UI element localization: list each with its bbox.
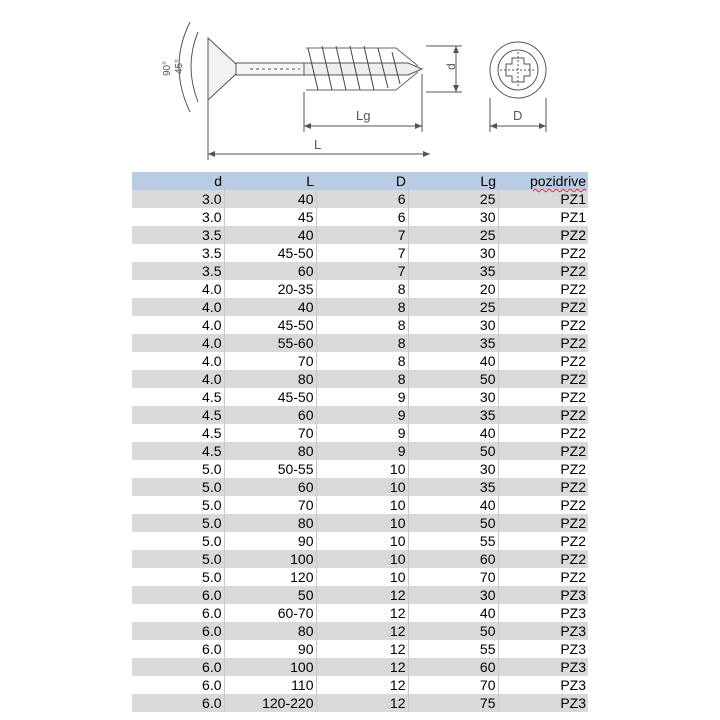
cell-head-d: 10 — [316, 514, 408, 532]
cell-l: 45-50 — [224, 316, 316, 334]
cell-l: 55-60 — [224, 334, 316, 352]
angle-outer-label: 90° — [162, 60, 173, 76]
cell-head-d: 12 — [316, 604, 408, 622]
cell-l: 60 — [224, 406, 316, 424]
header-lg: Lg — [408, 172, 498, 190]
table-row — [132, 550, 588, 568]
cell-l: 20-35 — [224, 280, 316, 298]
cell-drive: PZ2 — [498, 262, 588, 280]
cell-l: 40 — [224, 226, 316, 244]
cell-lg: 60 — [408, 550, 498, 568]
cell-l: 120-220 — [224, 694, 316, 712]
cell-d: 6.0 — [132, 658, 224, 676]
screw-spec-table — [132, 172, 588, 712]
cell-drive: PZ2 — [498, 388, 588, 406]
cell-lg: 30 — [408, 586, 498, 604]
table-row — [132, 532, 588, 550]
cell-drive: PZ2 — [498, 298, 588, 316]
cell-head-d: 6 — [316, 190, 408, 208]
cell-l: 70 — [224, 352, 316, 370]
cell-l: 110 — [224, 676, 316, 694]
cell-drive: PZ3 — [498, 586, 588, 604]
cell-l: 100 — [224, 550, 316, 568]
cell-d: 6.0 — [132, 604, 224, 622]
cell-drive: PZ2 — [498, 280, 588, 298]
cell-head-d: 10 — [316, 550, 408, 568]
cell-head-d: 7 — [316, 226, 408, 244]
cell-l: 80 — [224, 514, 316, 532]
cell-head-d: 8 — [316, 370, 408, 388]
cell-head-d: 8 — [316, 298, 408, 316]
cell-head-d: 6 — [316, 208, 408, 226]
cell-l: 100 — [224, 658, 316, 676]
cell-d: 5.0 — [132, 460, 224, 478]
cell-d: 3.0 — [132, 190, 224, 208]
angle-inner-label: 45° — [174, 58, 185, 74]
cell-lg: 50 — [408, 622, 498, 640]
header-l: L — [224, 172, 316, 190]
cell-head-d: 12 — [316, 694, 408, 712]
cell-head-d: 8 — [316, 334, 408, 352]
cell-d: 4.5 — [132, 388, 224, 406]
cell-l: 40 — [224, 298, 316, 316]
table-row — [132, 190, 588, 208]
cell-head-d: 8 — [316, 280, 408, 298]
cell-drive: PZ2 — [498, 334, 588, 352]
table-row — [132, 676, 588, 694]
cell-drive: PZ3 — [498, 676, 588, 694]
cell-lg: 55 — [408, 640, 498, 658]
cell-lg: 50 — [408, 370, 498, 388]
cell-l: 50-55 — [224, 460, 316, 478]
cell-d: 4.0 — [132, 370, 224, 388]
cell-drive: PZ2 — [498, 550, 588, 568]
cell-drive: PZ2 — [498, 568, 588, 586]
table-row — [132, 388, 588, 406]
cell-lg: 70 — [408, 676, 498, 694]
cell-l: 80 — [224, 442, 316, 460]
table-row — [132, 514, 588, 532]
cell-d: 4.0 — [132, 334, 224, 352]
cell-head-d: 10 — [316, 532, 408, 550]
cell-l: 60-70 — [224, 604, 316, 622]
cell-l: 45-50 — [224, 388, 316, 406]
table-row — [132, 280, 588, 298]
header-head-d: D — [316, 172, 408, 190]
table-row — [132, 352, 588, 370]
table-row — [132, 226, 588, 244]
cell-d: 3.0 — [132, 208, 224, 226]
cell-drive: PZ3 — [498, 658, 588, 676]
table-row — [132, 262, 588, 280]
cell-d: 5.0 — [132, 550, 224, 568]
cell-lg: 40 — [408, 424, 498, 442]
cell-l: 90 — [224, 532, 316, 550]
cell-head-d: 8 — [316, 316, 408, 334]
cell-head-d: 12 — [316, 640, 408, 658]
cell-head-d: 9 — [316, 424, 408, 442]
table-row — [132, 568, 588, 586]
cell-lg: 50 — [408, 514, 498, 532]
cell-lg: 75 — [408, 694, 498, 712]
cell-drive: PZ1 — [498, 208, 588, 226]
cell-drive: PZ2 — [498, 496, 588, 514]
cell-l: 70 — [224, 424, 316, 442]
cell-lg: 25 — [408, 298, 498, 316]
d-label: d — [444, 63, 458, 70]
cell-l: 45 — [224, 208, 316, 226]
thread-core — [304, 63, 422, 75]
cell-l: 60 — [224, 262, 316, 280]
cell-lg: 30 — [408, 316, 498, 334]
cell-lg: 70 — [408, 568, 498, 586]
cell-d: 3.5 — [132, 226, 224, 244]
cell-drive: PZ2 — [498, 406, 588, 424]
table-row — [132, 406, 588, 424]
cell-drive: PZ1 — [498, 190, 588, 208]
cell-l: 70 — [224, 496, 316, 514]
cell-d: 4.0 — [132, 316, 224, 334]
table-row — [132, 316, 588, 334]
cell-drive: PZ2 — [498, 370, 588, 388]
cell-head-d: 9 — [316, 388, 408, 406]
cell-d: 5.0 — [132, 532, 224, 550]
cell-lg: 30 — [408, 388, 498, 406]
cell-d: 6.0 — [132, 694, 224, 712]
cell-drive: PZ2 — [498, 424, 588, 442]
cell-lg: 60 — [408, 658, 498, 676]
cell-d: 5.0 — [132, 496, 224, 514]
cell-d: 4.0 — [132, 352, 224, 370]
table-row — [132, 244, 588, 262]
head-d-label: D — [513, 108, 523, 123]
table-row — [132, 424, 588, 442]
table-row — [132, 622, 588, 640]
lg-label: Lg — [356, 108, 371, 123]
cell-head-d: 7 — [316, 244, 408, 262]
cell-drive: PZ2 — [498, 514, 588, 532]
cell-drive: PZ2 — [498, 244, 588, 262]
cell-lg: 35 — [408, 406, 498, 424]
cell-d: 5.0 — [132, 514, 224, 532]
cell-l: 40 — [224, 190, 316, 208]
table-row — [132, 208, 588, 226]
table-row — [132, 604, 588, 622]
cell-l: 120 — [224, 568, 316, 586]
table-row — [132, 478, 588, 496]
cell-drive: PZ3 — [498, 604, 588, 622]
cell-d: 5.0 — [132, 568, 224, 586]
cell-drive: PZ2 — [498, 460, 588, 478]
cell-head-d: 12 — [316, 658, 408, 676]
cell-drive: PZ2 — [498, 316, 588, 334]
angle-arc-inner — [191, 32, 198, 102]
cell-d: 4.0 — [132, 280, 224, 298]
cell-head-d: 12 — [316, 622, 408, 640]
cell-lg: 25 — [408, 226, 498, 244]
cell-drive: PZ2 — [498, 478, 588, 496]
table-row — [132, 334, 588, 352]
cell-drive: PZ3 — [498, 694, 588, 712]
table-row — [132, 460, 588, 478]
cell-drive: PZ2 — [498, 442, 588, 460]
cell-head-d: 10 — [316, 478, 408, 496]
cell-l: 80 — [224, 370, 316, 388]
cell-lg: 35 — [408, 334, 498, 352]
cell-head-d: 9 — [316, 406, 408, 424]
cell-lg: 55 — [408, 532, 498, 550]
table-header-row — [132, 172, 588, 190]
cell-lg: 50 — [408, 442, 498, 460]
table-row — [132, 640, 588, 658]
table-row — [132, 496, 588, 514]
table-row — [132, 442, 588, 460]
table-row — [132, 658, 588, 676]
cell-l: 50 — [224, 586, 316, 604]
l-label: L — [314, 137, 322, 152]
screw-head — [208, 38, 236, 100]
cell-d: 6.0 — [132, 622, 224, 640]
cell-drive: PZ2 — [498, 532, 588, 550]
cell-lg: 40 — [408, 604, 498, 622]
table-row — [132, 370, 588, 388]
cell-l: 80 — [224, 622, 316, 640]
cell-lg: 30 — [408, 208, 498, 226]
cell-head-d: 9 — [316, 442, 408, 460]
cell-head-d: 10 — [316, 568, 408, 586]
cell-drive: PZ3 — [498, 622, 588, 640]
table-row — [132, 298, 588, 316]
cell-l: 60 — [224, 478, 316, 496]
cell-d: 3.5 — [132, 244, 224, 262]
cell-lg: 40 — [408, 496, 498, 514]
cell-d: 6.0 — [132, 640, 224, 658]
cell-head-d: 7 — [316, 262, 408, 280]
cell-d: 4.0 — [132, 298, 224, 316]
cell-head-d: 10 — [316, 460, 408, 478]
cell-head-d: 10 — [316, 496, 408, 514]
header-pozidrive: pozidrive — [498, 172, 588, 190]
table-row — [132, 694, 588, 712]
cell-lg: 35 — [408, 262, 498, 280]
cell-head-d: 8 — [316, 352, 408, 370]
table-row — [132, 586, 588, 604]
cell-drive: PZ2 — [498, 352, 588, 370]
cell-d: 4.5 — [132, 442, 224, 460]
cell-lg: 20 — [408, 280, 498, 298]
cell-d: 4.5 — [132, 424, 224, 442]
cell-l: 90 — [224, 640, 316, 658]
cell-drive: PZ2 — [498, 226, 588, 244]
screw-diagram — [150, 8, 570, 168]
screw-technical-drawing — [150, 8, 570, 168]
cell-drive: PZ3 — [498, 640, 588, 658]
table-body — [132, 190, 588, 712]
cell-head-d: 12 — [316, 676, 408, 694]
cell-head-d: 12 — [316, 586, 408, 604]
cell-lg: 40 — [408, 352, 498, 370]
cell-d: 5.0 — [132, 478, 224, 496]
cell-d: 4.5 — [132, 406, 224, 424]
cell-lg: 35 — [408, 478, 498, 496]
cell-l: 45-50 — [224, 244, 316, 262]
cell-lg: 30 — [408, 244, 498, 262]
cell-d: 6.0 — [132, 586, 224, 604]
cell-lg: 30 — [408, 460, 498, 478]
cell-lg: 25 — [408, 190, 498, 208]
header-d: d — [132, 172, 224, 190]
cell-d: 3.5 — [132, 262, 224, 280]
cell-d: 6.0 — [132, 676, 224, 694]
